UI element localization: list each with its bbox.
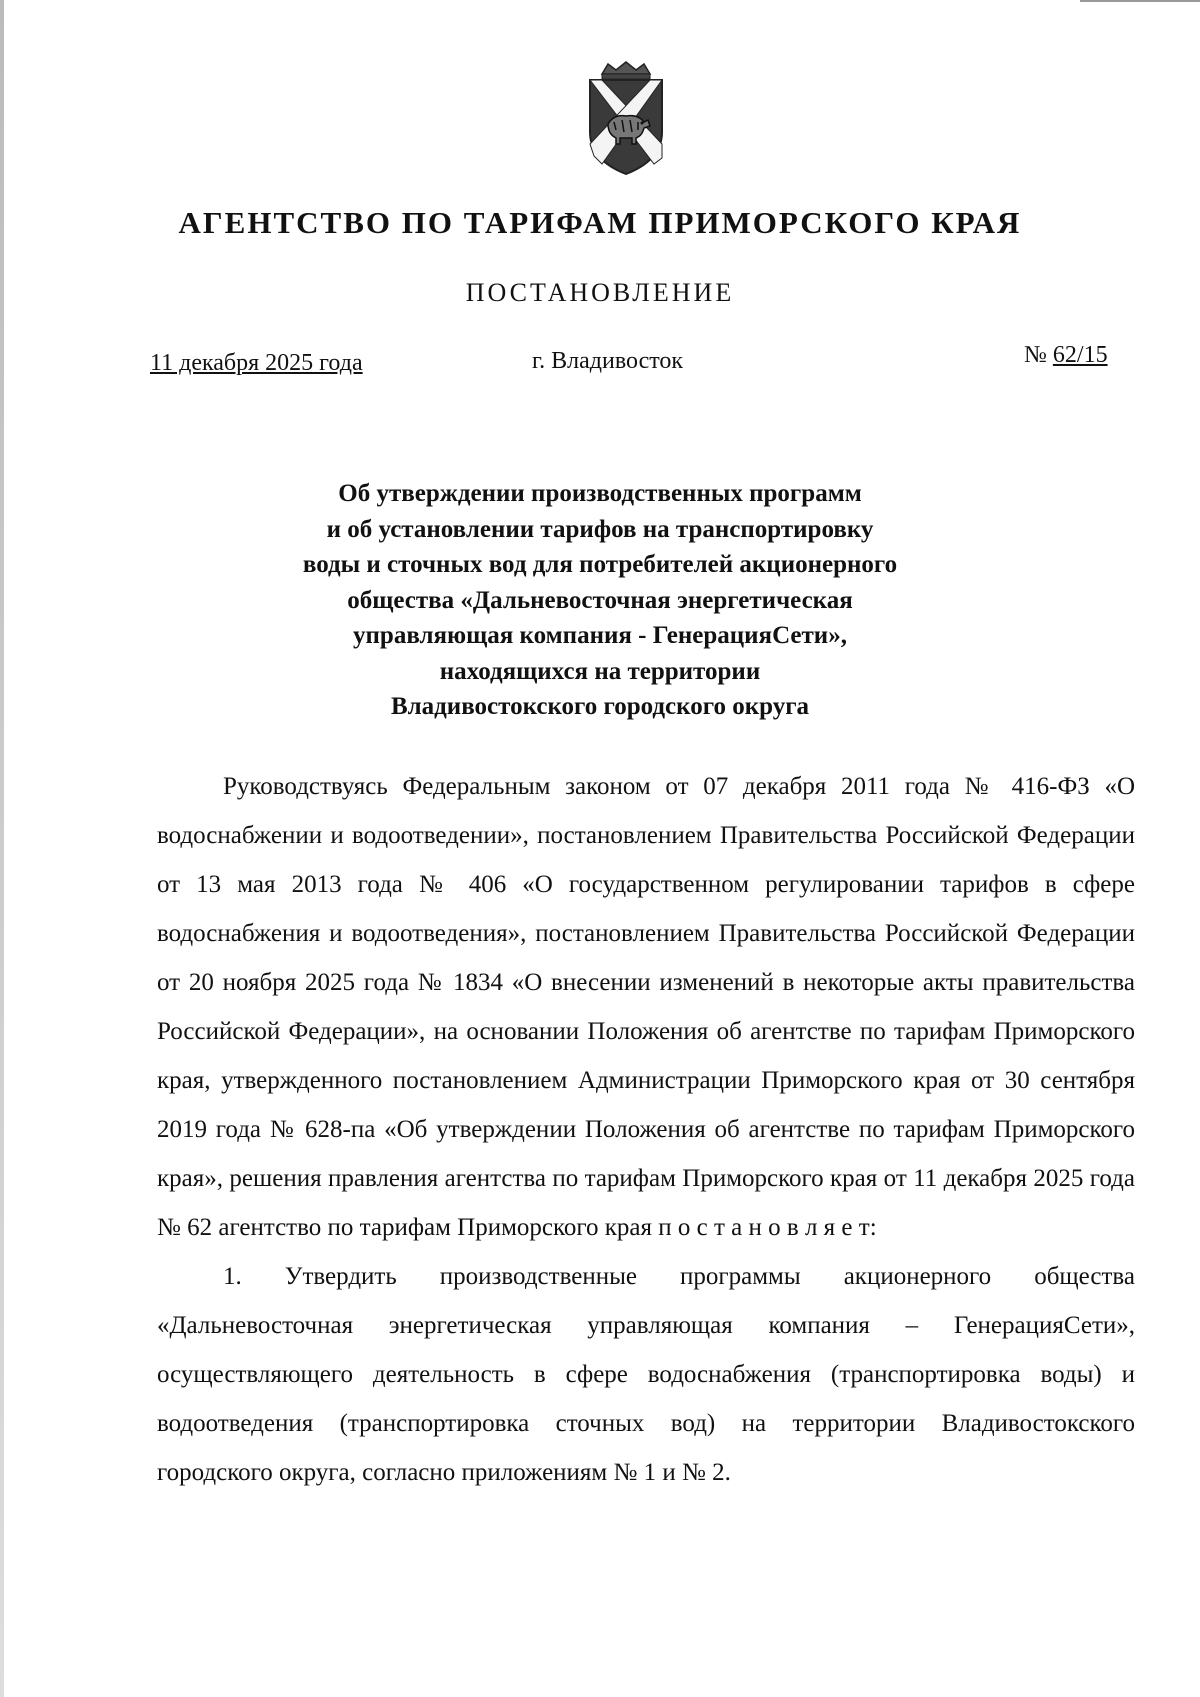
item-1-paragraph: 1. Утвердить производственные программы акционерного общества «Дальневосточная энергетическая управляющая компания – ГенерацияСети», осуществляющего деятельность в сфере водоснабжения (транспортировка воды) и водоотведения (транспортировка сточных вод) на территории Владивостокского городского округа, согласно приложениям № 1 и № 2. <box>157 1263 1135 1486</box>
scan-top-mark <box>1080 0 1200 2</box>
title-line: Владивостокского городского округа <box>390 693 810 720</box>
document-type: ПОСТАНОВЛЕНИЕ <box>465 278 735 307</box>
document-body <box>157 762 1135 1497</box>
number-prefix: № <box>1024 342 1047 368</box>
document-city: г. Владивосток <box>532 348 684 374</box>
document-title <box>260 476 940 725</box>
preamble-paragraph: Руководствуясь Федеральным законом от 07 декабря 2011 года № 416-ФЗ «О водоснабжении и водоотведении», постановлением Правительства Российской Федерации от 13 мая 2013 года № 406 «О государственном регулировании тарифов в сфере водоснабжения и водоотведения», постановлением Правительства Российской Федерации от 20 ноября 2025 года № 1834 «О внесении изменений в некоторые акты правительства Российской Федерации», на основании Положения об агентстве по тарифам Приморского края, утвержденного постановлением Администрации Приморского края от 30 сентября 2019 года № 628-па «Об утверждении Положения об агентстве по тарифам Приморского края», решения правления агентства по тарифам Приморского края от 11 декабря 2025 года № 62 агентство по тарифам Приморского края п о с т а н о в л я е т: <box>157 773 1135 1241</box>
agency-name: АГЕНТСТВО ПО ТАРИФАМ ПРИМОРСКОГО КРАЯ <box>178 205 1022 240</box>
document-number <box>1024 342 1108 369</box>
title-line: общества «Дальневосточная энергетическая <box>347 586 853 614</box>
primorsky-krai-coat-of-arms-icon <box>580 60 672 180</box>
document-date: 11 декабря 2025 года <box>150 350 363 376</box>
title-line: и об установлении тарифов на транспортировку <box>326 515 874 543</box>
number-value: 62/15 <box>1052 342 1108 368</box>
title-line: находящихся на территории <box>439 657 761 685</box>
title-line: управляющая компания - ГенерацияСети», <box>353 622 847 649</box>
title-line: воды и сточных вод для потребителей акционерного <box>302 551 898 578</box>
title-line: Об утверждении производственных программ <box>338 480 862 507</box>
scan-edge-shadow <box>0 0 4 1697</box>
